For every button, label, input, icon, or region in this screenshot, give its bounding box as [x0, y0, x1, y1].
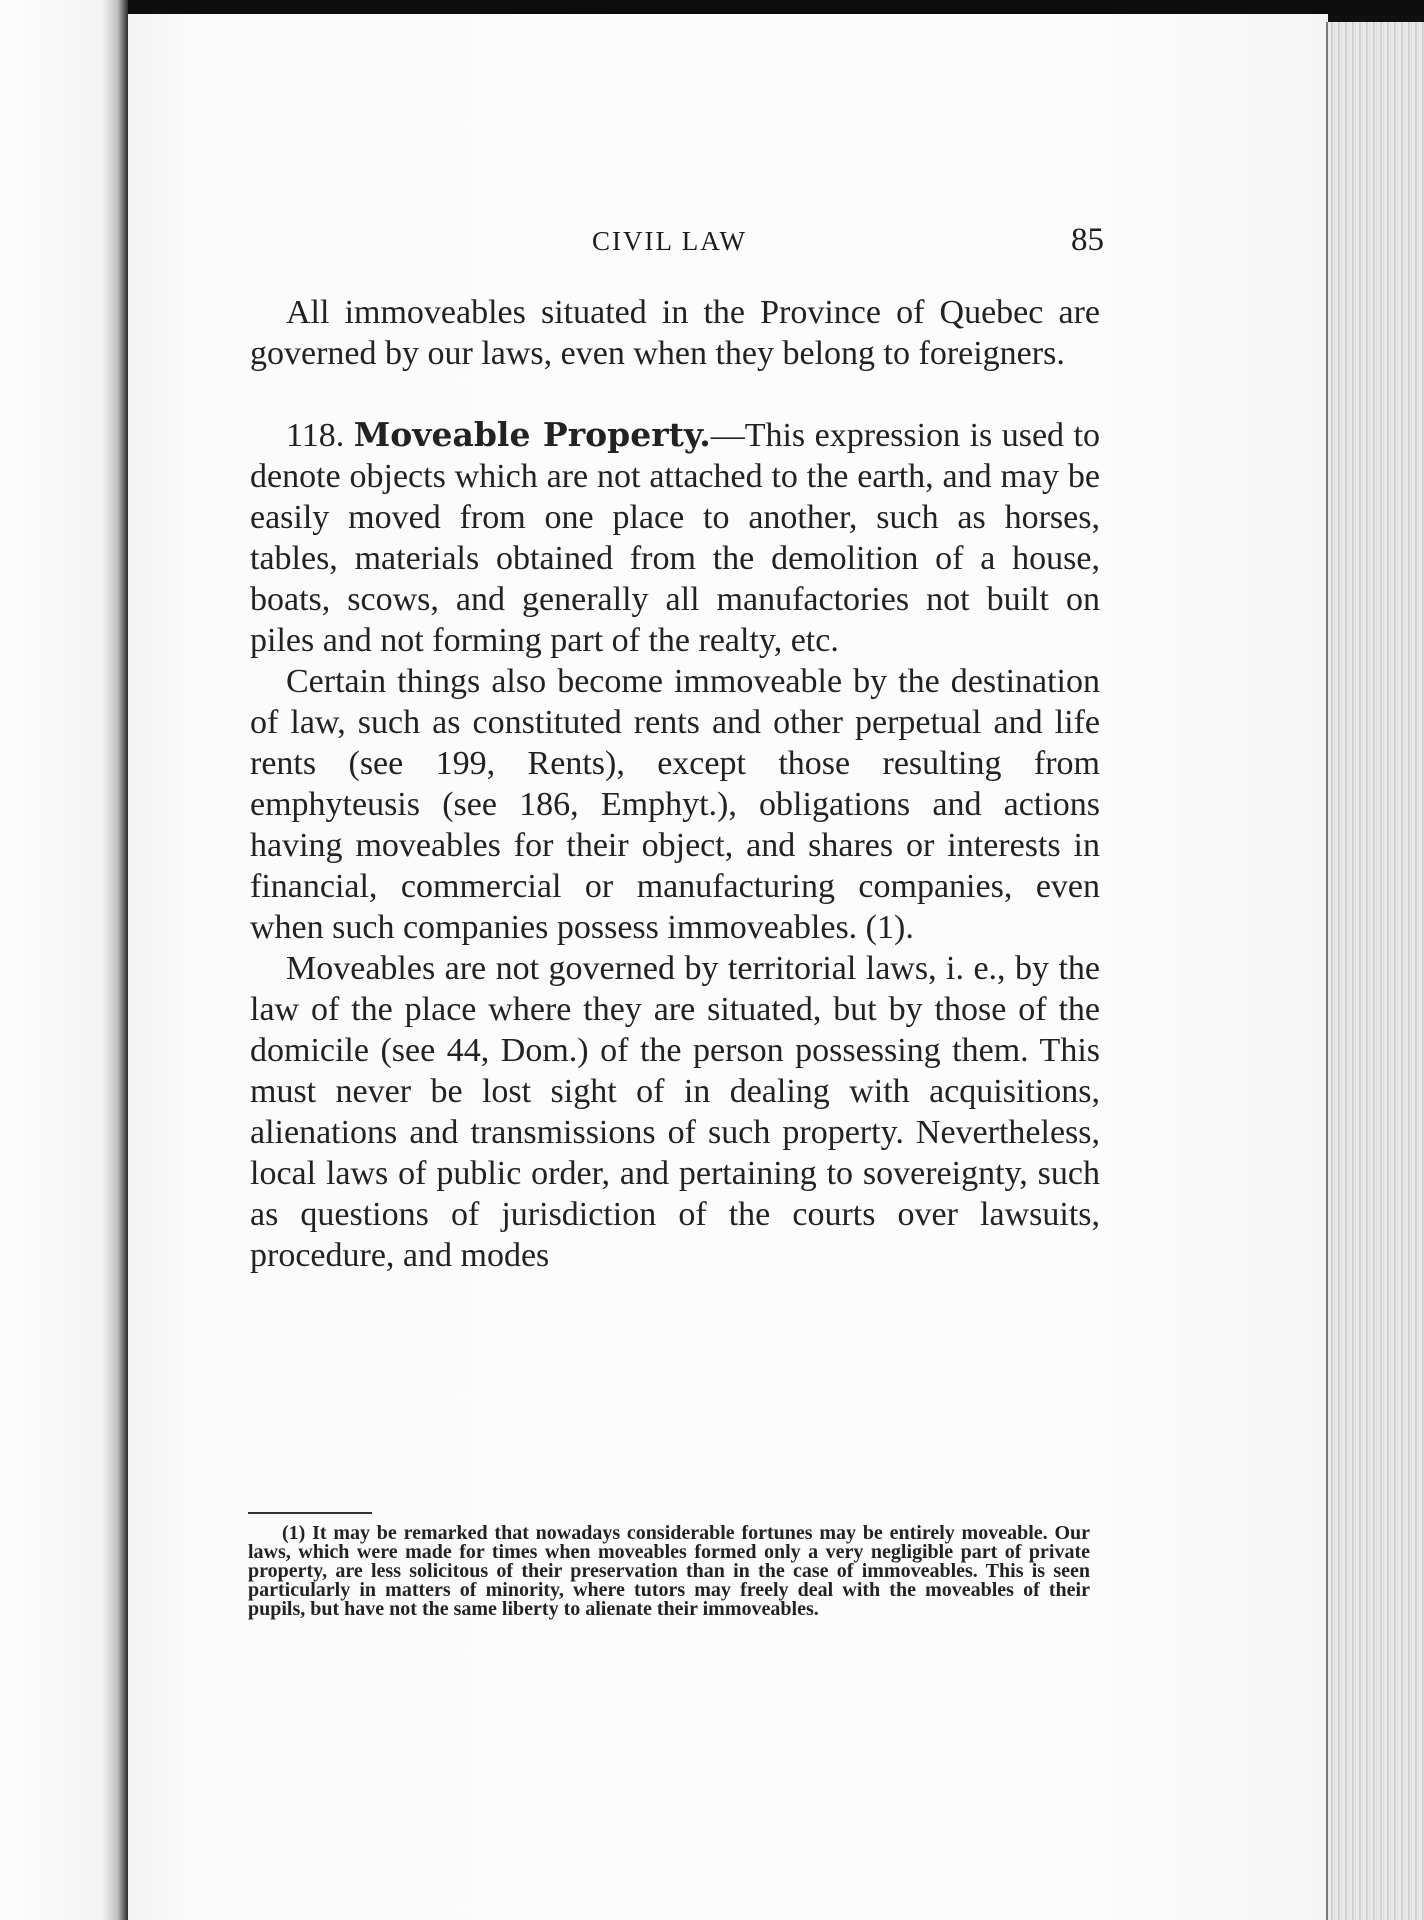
paragraph-moveable-property — [250, 414, 1100, 661]
running-head-title: CIVIL LAW — [592, 226, 748, 256]
footnote — [248, 1524, 1090, 1619]
footnote-text: (1) It may be remarked that nowadays considerable fortunes may be entirely moveable. Our laws, which were made for times when moveables formed only a very negligible part of private property, are less solicitous of their preservation than in the case of immoveables. This is seen particularly in matters of minority, where tutors may freely deal with the moveables of their pupils, but have not the same liberty to alienate their immoveables. — [248, 1522, 1090, 1620]
page-number: 85 — [1071, 222, 1104, 258]
paragraph-immoveables-quebec: All immoveables situated in the Province of Quebec are governed by our laws, even when they belong to foreigners. — [250, 294, 1100, 372]
paragraph-immoveable-by-law: Certain things also become immoveable by the destination of law, such as constituted rents and other perpetual and life rents (see 199, Rents), except those resulting from emphyteusis (see 186, Emphyt.), obligations and actions having moveables for their object, and shares or interests in financial, commercial or manufacturing companies, even when such companies possess immoveables. (1). — [250, 663, 1100, 946]
facing-page-edge — [0, 0, 128, 1920]
section-heading: Moveable Property. — [353, 415, 711, 454]
footnote-rule — [248, 1512, 372, 1514]
page-stack-edge — [1326, 22, 1424, 1920]
section-number: 118. — [286, 417, 345, 454]
section-text: —This expression is used to denote objects which are not attached to the earth, and may be easily moved from one place to another, such as horses, tables, materials obtained from the demolition of a house, boats, scows, and generally all manufactories not built on piles and not forming part of the realty, etc. — [250, 417, 1100, 659]
body-text — [250, 292, 1100, 1276]
running-head — [252, 222, 1104, 262]
paragraph-territorial-laws: Moveables are not governed by territorial laws, i. e., by the law of the place where they are situated, but by those of the domicile (see 44, Dom.) of the person possessing them. This must never be lost sight of in dealing with acquisitions, alienations and transmissions of such property. Nevertheless, local laws of public order, and pertaining to sovereignty, such as questions of jurisdiction of the courts over lawsuits, procedure, and modes — [250, 950, 1100, 1274]
